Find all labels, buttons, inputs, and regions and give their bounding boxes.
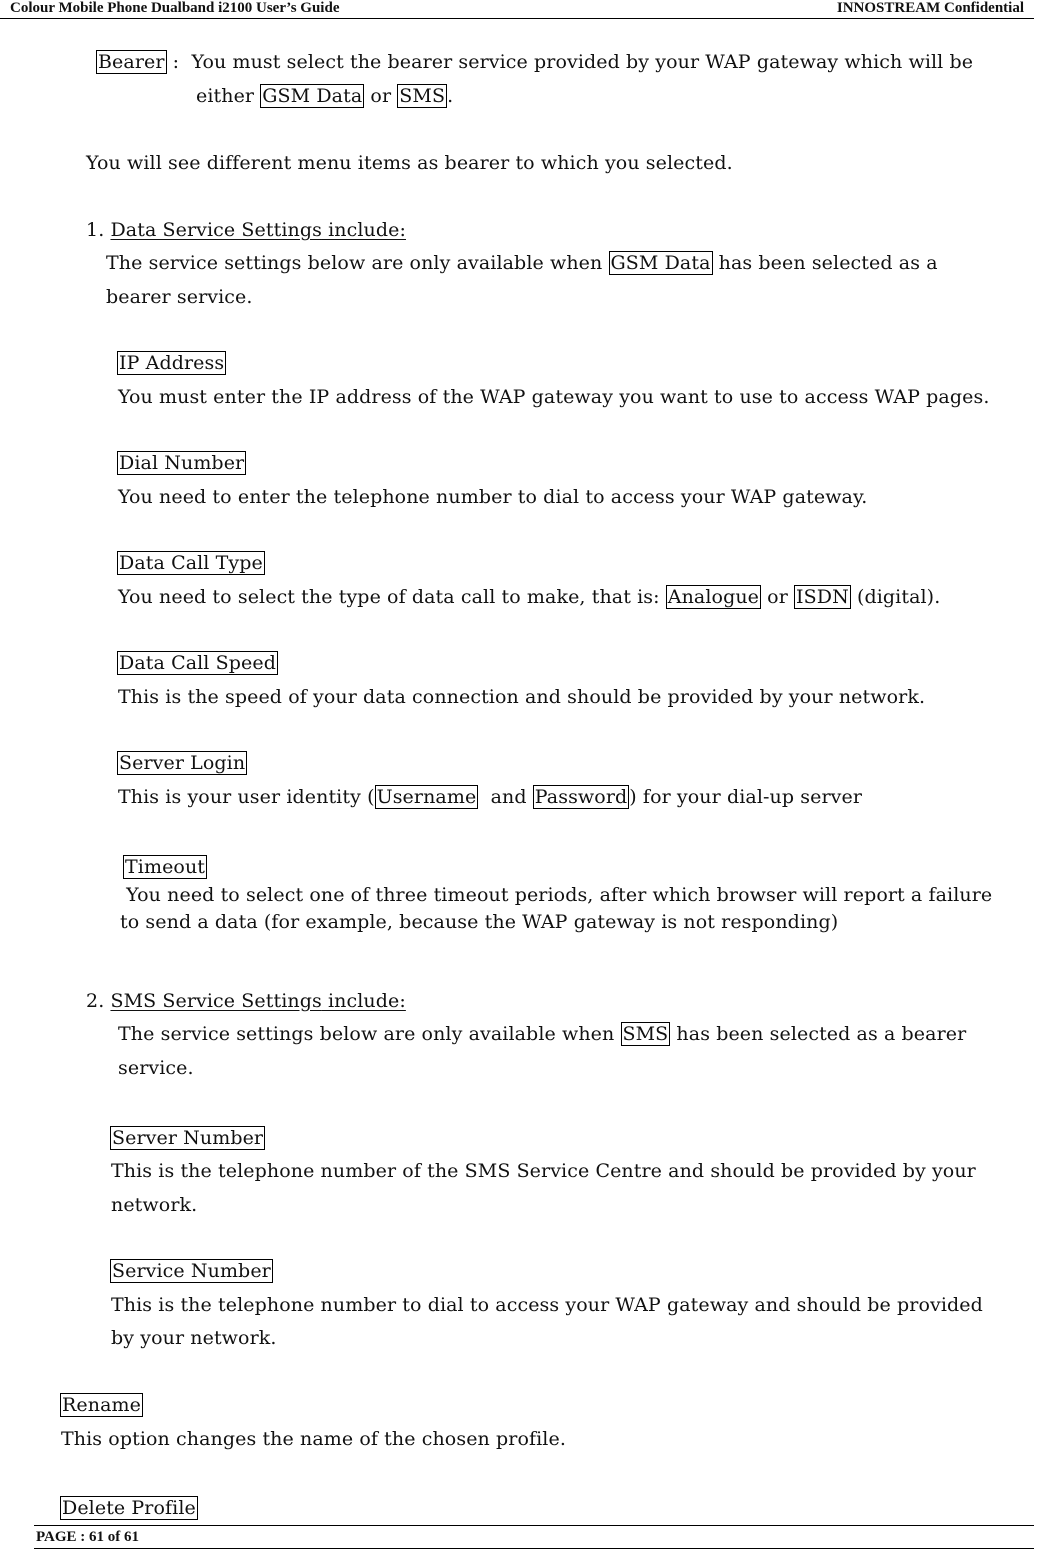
server-number-label: Server Number bbox=[112, 1127, 264, 1149]
section-1-title: Data Service Settings bbox=[110, 219, 322, 241]
bearer-line-2: either GSM Data or SMS . bbox=[196, 85, 454, 107]
page-header bbox=[0, 0, 1034, 19]
section-2-heading: 2. SMS Service Settings include: bbox=[86, 990, 406, 1012]
server-login-label: Server Login bbox=[119, 752, 246, 774]
bearer-label: Bearer bbox=[98, 51, 165, 73]
header-title: Colour Mobile Phone Dualband i2100 User’s Guide bbox=[10, 0, 340, 16]
timeout-label: Timeout bbox=[125, 856, 206, 878]
ip-address-text: You must enter the IP address of the WAP gateway you want to use to access WAP pages. bbox=[118, 386, 990, 408]
data-call-speed-label: Data Call Speed bbox=[119, 652, 276, 674]
service-number-label: Service Number bbox=[112, 1260, 271, 1282]
server-number-text-2: network. bbox=[111, 1194, 198, 1216]
footer-rule-bottom bbox=[34, 1548, 1034, 1549]
section-1-heading: 1. Data Service Settings include: bbox=[86, 219, 406, 241]
section-1-desc-2: bearer service. bbox=[106, 286, 253, 308]
data-call-speed-text: This is the speed of your data connection and should be provided by your network. bbox=[118, 686, 926, 708]
rename-text: This option changes the name of the chosen profile. bbox=[61, 1428, 566, 1450]
section-2-title: SMS Service Settings bbox=[110, 990, 322, 1012]
server-login-text: This is your user identity ( Username and Password ) for your dial-up server bbox=[118, 786, 862, 808]
bearer-option-gsm-data: GSM Data bbox=[262, 85, 363, 107]
intro-paragraph: You will see different menu items as bearer to which you selected. bbox=[86, 152, 733, 174]
ip-address-label: IP Address bbox=[119, 352, 225, 374]
section-2-desc-1: The service settings below are only available when SMS has been selected as a bearer bbox=[118, 1023, 967, 1045]
bearer-option-sms: SMS bbox=[399, 85, 446, 107]
dial-number-text: You need to enter the telephone number to dial to access your WAP gateway. bbox=[118, 486, 868, 508]
bearer-line-1: Bearer : You must select the bearer service provided by your WAP gateway which will be bbox=[98, 51, 974, 73]
service-number-text-1: This is the telephone number to dial to access your WAP gateway and should be provided bbox=[111, 1294, 983, 1316]
timeout-text-2: to send a data (for example, because the WAP gateway is not responding) bbox=[120, 911, 839, 933]
dial-number-label: Dial Number bbox=[119, 452, 245, 474]
timeout-text-1: You need to select one of three timeout periods, after which browser will report a failure bbox=[120, 884, 993, 906]
footer-rule-top bbox=[34, 1525, 1034, 1526]
server-number-text-1: This is the telephone number of the SMS Service Centre and should be provided by your bbox=[111, 1160, 976, 1182]
delete-profile-label: Delete Profile bbox=[62, 1497, 196, 1519]
header-confidential: INNOSTREAM Confidential bbox=[836, 0, 1024, 16]
data-call-type-text: You need to select the type of data call to make, that is: Analogue or ISDN (digital). bbox=[118, 586, 941, 608]
service-number-text-2: by your network. bbox=[111, 1327, 277, 1349]
section-2-desc-2: service. bbox=[118, 1057, 194, 1079]
section-1-desc-1: The service settings below are only available when GSM Data has been selected as a bbox=[106, 252, 938, 274]
data-call-type-label: Data Call Type bbox=[119, 552, 263, 574]
rename-label: Rename bbox=[62, 1394, 141, 1416]
page-number: PAGE : 61 of 61 bbox=[36, 1529, 140, 1545]
